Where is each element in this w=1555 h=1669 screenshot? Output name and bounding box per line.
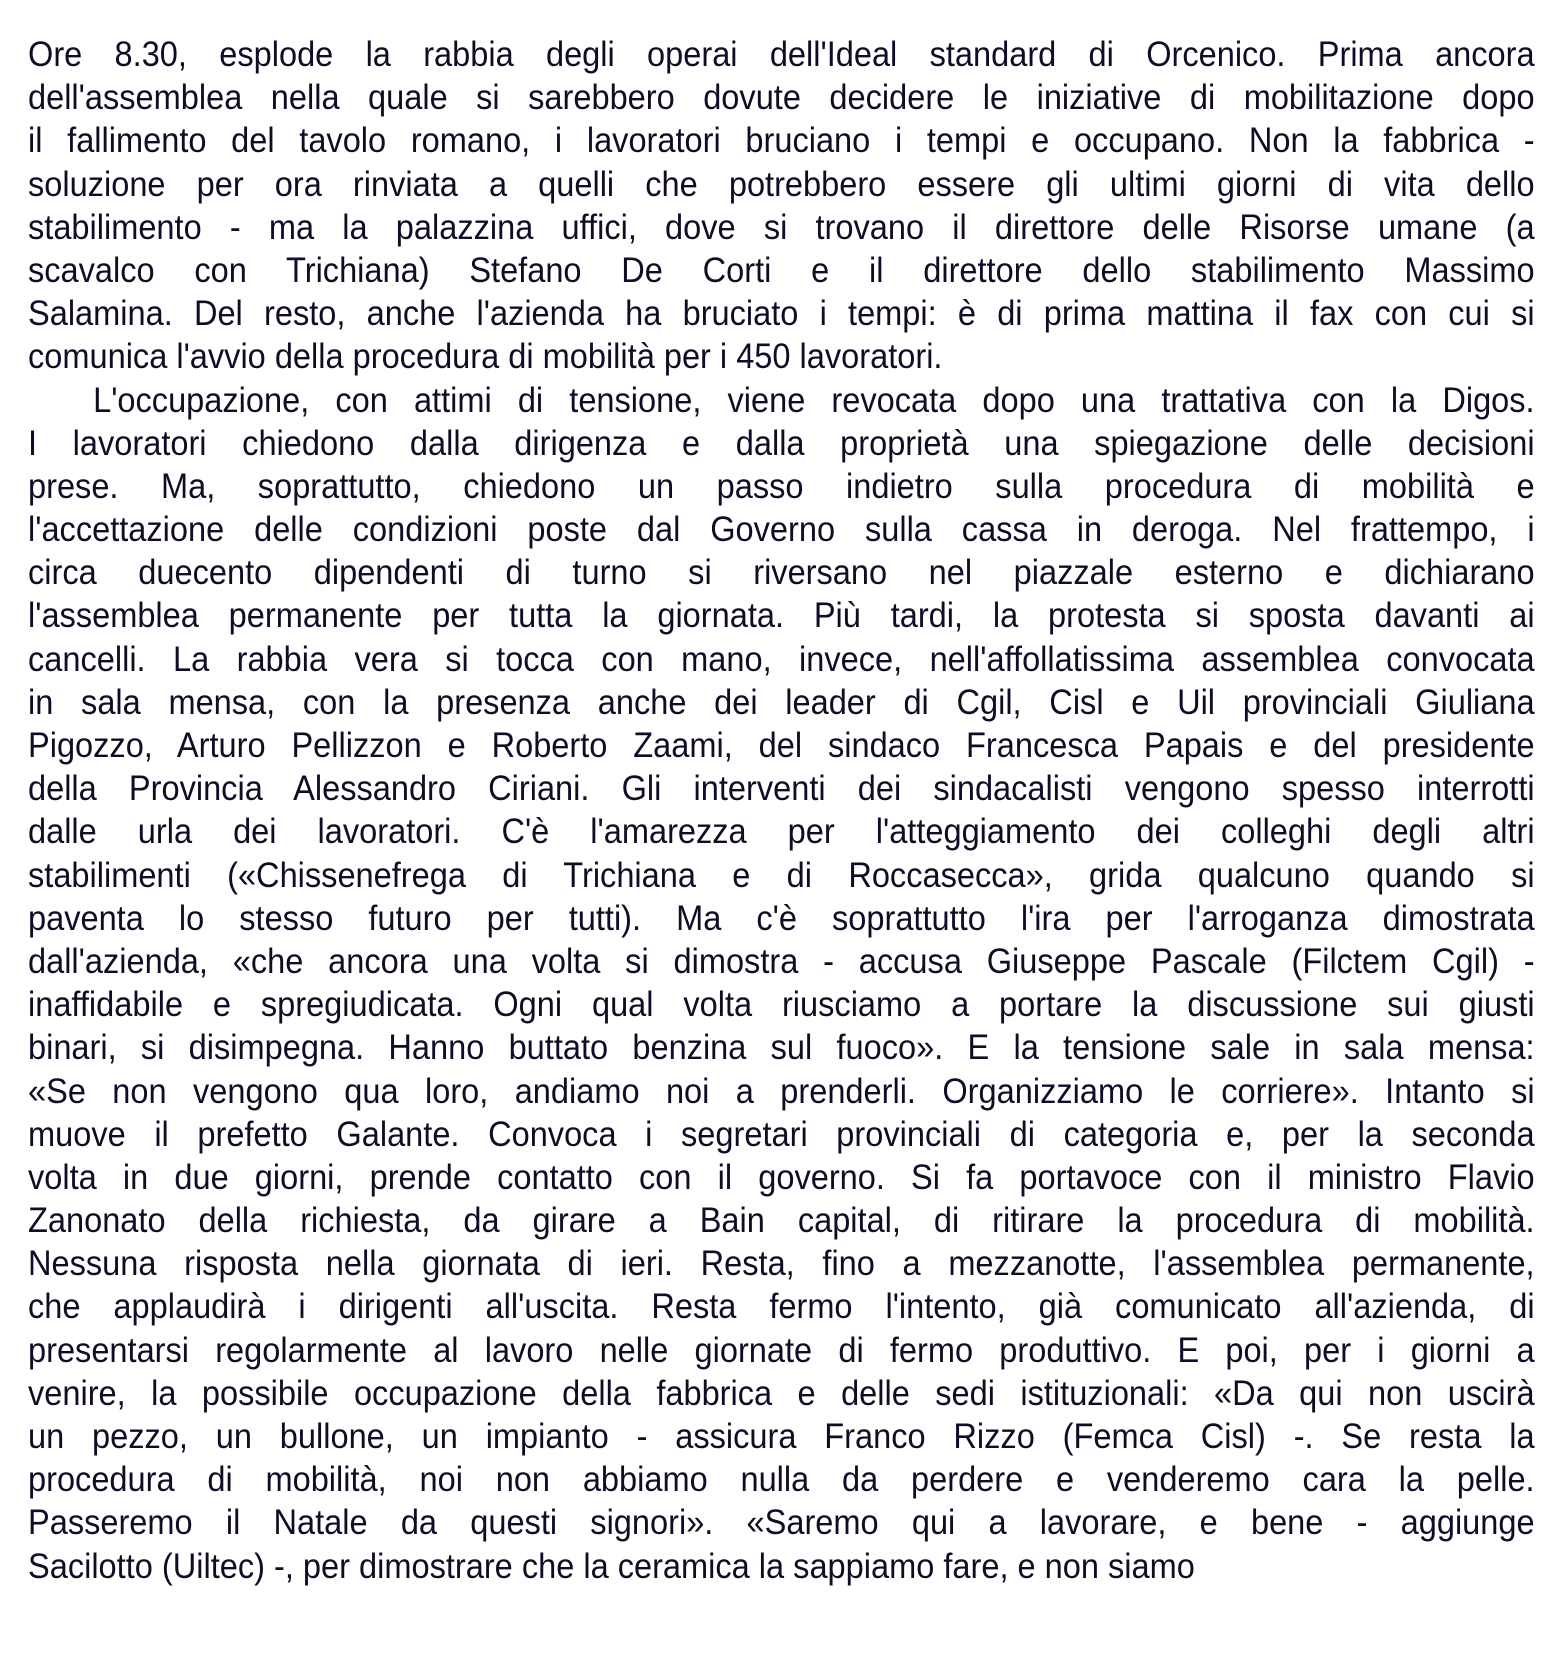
text-line: dall'azienda, «che ancora una volta si dimostra - accusa Giuseppe Pascale (Filctem Cgil) -: [28, 941, 1535, 981]
text-line: Zanonato della richiesta, da girare a Bain capital, di ritirare la procedura di mobilità.: [28, 1201, 1535, 1241]
paragraph-2: [28, 379, 1535, 1588]
text-line: circa duecento dipendenti di turno si riversano nel piazzale esterno e dichiarano: [28, 553, 1535, 593]
text-line: cancelli. La rabbia vera si tocca con mano, invece, nell'affollatissima assemblea convocata: [28, 639, 1535, 679]
text-line: l'accettazione delle condizioni poste dal Governo sulla cassa in deroga. Nel frattempo, i: [28, 510, 1535, 550]
text-line: della Provincia Alessandro Ciriani. Gli interventi dei sindacalisti vengono spesso interrotti: [28, 769, 1535, 809]
text-line: il fallimento del tavolo romano, i lavoratori bruciano i tempi e occupano. Non la fabbrica -: [28, 121, 1535, 161]
text-line: dell'assemblea nella quale si sarebbero dovute decidere le iniziative di mobilitazione dopo: [28, 78, 1535, 118]
text-line: prese. Ma, soprattutto, chiedono un passo indietro sulla procedura di mobilità e: [28, 466, 1535, 506]
text-line: presentarsi regolarmente al lavoro nelle giornate di fermo produttivo. E poi, per i giorni a: [28, 1330, 1535, 1370]
text-line: l'assemblea permanente per tutta la giornata. Più tardi, la protesta si sposta davanti ai: [28, 596, 1535, 636]
text-line: in sala mensa, con la presenza anche dei leader di Cgil, Cisl e Uil provinciali Giuliana: [28, 682, 1535, 722]
text-line: binari, si disimpegna. Hanno buttato benzina sul fuoco». E la tensione sale in sala mensa:: [28, 1028, 1535, 1068]
text-line: un pezzo, un bullone, un impianto - assicura Franco Rizzo (Femca Cisl) -. Se resta la: [28, 1417, 1535, 1456]
text-line: Ore 8.30, esplode la rabbia degli operai dell'Ideal standard di Orcenico. Prima ancora: [28, 35, 1535, 74]
text-line: Pigozzo, Arturo Pellizzon e Roberto Zaami, del sindaco Francesca Papais e del presidente: [28, 726, 1535, 765]
text-line: scavalco con Trichiana) Stefano De Corti e il direttore dello stabilimento Massimo: [28, 250, 1535, 290]
text-line: Sacilotto (Uiltec) -, per dimostrare che la ceramica la sappiamo fare, e non siamo: [28, 1546, 1195, 1586]
text-line: volta in due giorni, prende contatto con il governo. Si fa portavoce con il ministro Flavio: [28, 1157, 1535, 1197]
paragraph-1: [28, 33, 1535, 379]
article-body: [28, 33, 1535, 1588]
text-line: procedura di mobilità, noi non abbiamo nulla da perdere e venderemo cara la pelle.: [28, 1460, 1535, 1500]
text-line: I lavoratori chiedono dalla dirigenza e dalla proprietà una spiegazione delle decisioni: [28, 423, 1535, 463]
text-line: «Se non vengono qua loro, andiamo noi a prenderli. Organizziamo le corriere». Intanto si: [28, 1071, 1535, 1111]
text-line: soluzione per ora rinviata a quelli che potrebbero essere gli ultimi giorni di vita dello: [28, 164, 1535, 204]
text-line: Salamina. Del resto, anche l'azienda ha bruciato i tempi: è di prima mattina il fax con cui si: [28, 294, 1535, 334]
text-line: stabilimenti («Chissenefrega di Trichiana e di Roccasecca», grida qualcuno quando si: [28, 855, 1535, 895]
text-line: Passeremo il Natale da questi signori». «Saremo qui a lavorare, e bene - aggiunge: [28, 1503, 1535, 1543]
text-line: comunica l'avvio della procedura di mobilità per i 450 lavoratori.: [28, 337, 943, 377]
text-line: dalle urla dei lavoratori. C'è l'amarezza per l'atteggiamento dei colleghi degli altri: [28, 812, 1535, 852]
text-line: Nessuna risposta nella giornata di ieri. Resta, fino a mezzanotte, l'assemblea permanente,: [28, 1244, 1535, 1284]
text-line: venire, la possibile occupazione della fabbrica e delle sedi istituzionali: «Da qui non uscirà: [28, 1373, 1535, 1413]
text-line: che applaudirà i dirigenti all'uscita. Resta fermo l'intento, già comunicato all'azienda, di: [28, 1287, 1535, 1327]
text-line: paventa lo stesso futuro per tutti). Ma c'è soprattutto l'ira per l'arroganza dimostrata: [28, 898, 1535, 938]
text-line: muove il prefetto Galante. Convoca i segretari provinciali di categoria e, per la seconda: [28, 1114, 1535, 1154]
text-line: inaffidabile e spregiudicata. Ogni qual volta riusciamo a portare la discussione sui giusti: [28, 985, 1535, 1025]
text-line: L'occupazione, con attimi di tensione, viene revocata dopo una trattativa con la Digos.: [93, 380, 1535, 420]
text-line: stabilimento - ma la palazzina uffici, dove si trovano il direttore delle Risorse umane (a: [28, 207, 1535, 247]
